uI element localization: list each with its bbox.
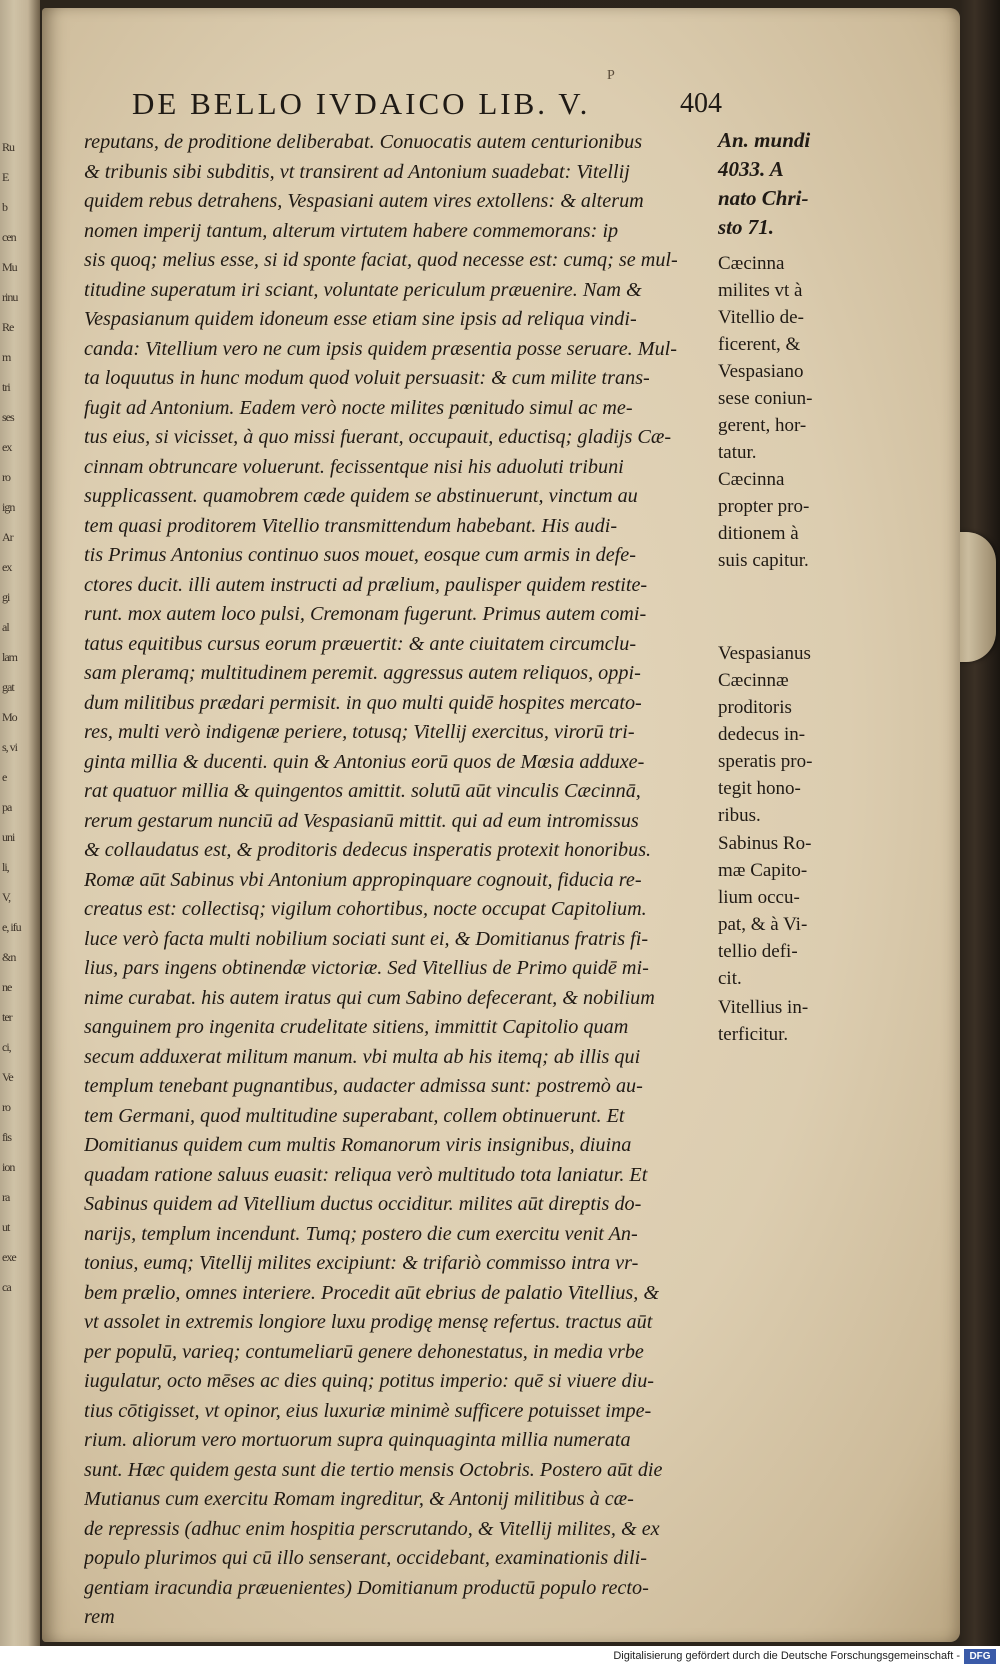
- margin-note-caecinna-captured: [718, 466, 809, 574]
- facing-page-fragment: exe: [2, 1250, 16, 1264]
- body-line: tem quasi proditorem Vitellio transmittendum habebant. His audi-: [84, 514, 618, 537]
- facing-page-fragment: ion: [2, 1160, 15, 1174]
- body-line: populo plurimos qui cū illo senserant, occidebant, examinationis dili-: [84, 1547, 647, 1569]
- facing-page-fragment: rinu: [2, 290, 18, 304]
- margin-note-line: proditoris: [718, 697, 792, 718]
- book-page: [42, 8, 960, 1642]
- body-line: de repressis (adhuc enim hospitia perscrutando, & Vitellij milites, & ex: [84, 1517, 660, 1540]
- body-line: lius, pars ingens obtinendæ victoriæ. Sed Vitellius de Primo quidē mi-: [84, 957, 649, 979]
- facing-page-fragment: ex: [2, 560, 12, 574]
- facing-page-fragment: ro: [2, 470, 10, 484]
- facing-page-fragment: ro: [2, 1100, 10, 1114]
- margin-note-line: milites vt à: [718, 280, 803, 301]
- body-line: Vespasianum quidem idoneum esse etiam sine ipsis ad reliqua vindi-: [84, 308, 637, 330]
- facing-page-fragment: &n: [2, 950, 16, 964]
- margin-note-line: An. mundi: [718, 128, 811, 152]
- footer-bar: [0, 1646, 1000, 1670]
- facing-page-fragment: e: [2, 770, 7, 784]
- facing-page-fragment: Mo: [2, 710, 17, 724]
- body-line: runt. mox autem loco pulsi, Cremonam fugerunt. Primus autem comi-: [84, 603, 647, 625]
- body-line: tius cōtigisset, vt opinor, eius luxuriæ minimè sufficere potuisset impe-: [84, 1399, 652, 1422]
- facing-page-fragment: E: [2, 170, 9, 184]
- body-line: iugulatur, octo mēses ac dies quinq; potitus imperio: quē si viuere diu-: [84, 1370, 655, 1392]
- margin-note-line: nato Chri-: [718, 186, 809, 210]
- body-line: nime curabat. his autem iratus qui cum Sabino defecerant, & nobilium: [84, 986, 655, 1009]
- margin-note-line: Vitellius in-: [718, 997, 809, 1018]
- facing-page-fragment: ex: [2, 440, 12, 454]
- margin-note-sabinus-capitol: [718, 830, 811, 992]
- facing-page-fragment: ter: [2, 1010, 12, 1024]
- running-title: DE BELLO IVDAICO LIB. V.: [132, 86, 591, 121]
- body-line: narijs, templum incendunt. Tumq; postero die cum exercitu venit An-: [84, 1222, 638, 1245]
- body-line: titudine superatum iri sciant, voluntate periculum præuenire. Nam &: [84, 278, 642, 301]
- margin-note-line: gerent, hor-: [718, 415, 807, 436]
- body-line: gentiam iracundia præuenientes) Domitianum productū populo recto-: [84, 1576, 649, 1599]
- body-line: Mutianus cum exercitu Romam ingreditur, & Antonij militibus à cæ-: [84, 1488, 634, 1510]
- body-line: nomen imperij tantum, alterum virtutem habere commemorans: ip: [84, 219, 619, 242]
- margin-note-line: terficitur.: [718, 1024, 789, 1045]
- facing-page-fragment: fis: [2, 1130, 11, 1144]
- body-line: sam pleramq; multitudinem peremit. aggressus autem reliquos, oppi-: [84, 662, 641, 684]
- body-line: Sabinus quidem ad Vitellium ductus occiditur. milites aūt direptis do-: [84, 1193, 642, 1215]
- margin-note-line: Cæcinna: [718, 253, 785, 274]
- facing-page-fragment: li,: [2, 860, 9, 874]
- facing-page-fragment: ci,: [2, 1040, 11, 1054]
- body-line: tem Germani, quod multitudine superabant, collem obtinuerunt. Et: [84, 1104, 625, 1127]
- facing-page-fragment: ut: [2, 1220, 10, 1234]
- margin-note-line: Vespasianus: [718, 643, 811, 664]
- margin-note-line: 4033. A: [718, 157, 784, 181]
- body-line: ginta millia & ducenti. quin & Antonius eorū quos de Mœsia adduxe-: [84, 750, 645, 773]
- body-line: sanguinem pro ingenita crudelitate sitiens, immittit Capitolio quam: [84, 1016, 629, 1038]
- body-line: tonius, eumq; Vitellij milites excipiunt: & trifariò commisso intra vr-: [84, 1252, 639, 1274]
- body-line: & tribunis sibi subditis, vt transirent ad Antonium suadebat: Vitellij: [84, 160, 630, 183]
- facing-page-fragment: ne: [2, 980, 12, 994]
- margin-note-line: Cæcinnæ: [718, 670, 789, 691]
- body-line: rem: [84, 1606, 115, 1628]
- margin-note-line: ditionem à: [718, 523, 799, 544]
- facing-page-fragment: ign: [2, 500, 15, 514]
- facing-page-fragment: Mu: [2, 260, 17, 274]
- facing-page-fragment: lam: [2, 650, 17, 664]
- facing-page-fragment: Ru: [2, 140, 15, 154]
- body-line: tus eius, si vicisset, à quo missi fuerant, occupauit, eductisq; gladijs Cæ-: [84, 426, 672, 448]
- facing-page-fragment: m: [2, 350, 11, 364]
- body-line: reputans, de proditione deliberabat. Conuocatis autem centurionibus: [84, 131, 643, 153]
- body-line: dum militibus prædari permisit. in quo multi quidē hospites mercato-: [84, 691, 642, 714]
- facing-page-fragment: gi: [2, 590, 10, 604]
- facing-page-fragment: ses: [2, 410, 14, 424]
- body-line: res, multi verò indigenæ periere, totusq; Vitellij exercitus, virorū tri-: [84, 721, 635, 743]
- facing-page-fragment: b: [2, 200, 7, 214]
- facing-page-fragment: Ve: [2, 1070, 13, 1084]
- margin-note-line: dedecus in-: [718, 724, 806, 745]
- body-line: tatus equitibus cursus eorum præuertit: & ante ciuitatem circumclu-: [84, 632, 637, 655]
- margin-note-vitellius-killed: [718, 994, 808, 1048]
- facing-page-fragment: cen: [2, 230, 16, 244]
- margin-note-line: lium occu-: [718, 887, 800, 908]
- margin-note-line: tellio defi-: [718, 941, 798, 962]
- body-line: quadam ratione saluus euasit: reliqua verò multitudo tota laniatur. Et: [84, 1163, 648, 1186]
- margin-note-line: suis capitur.: [718, 550, 809, 571]
- margin-note-line: propter pro-: [718, 496, 810, 517]
- facing-page-fragment: gat: [2, 680, 14, 694]
- body-line: & collaudatus est, & proditoris dedecus insperatis protexit honoribus.: [84, 839, 652, 861]
- body-line: Domitianus quidem cum multis Romanorum viris insignibus, diuina: [84, 1134, 632, 1156]
- body-line: vt assolet in extremis longiore luxu prodigę mensę refertus. tractus aūt: [84, 1311, 653, 1333]
- signature-mark: P: [607, 68, 615, 83]
- facing-page-edge: [0, 0, 40, 1646]
- margin-note-line: sto 71.: [718, 215, 775, 239]
- page-number: 404: [680, 88, 722, 119]
- body-line: rat quatuor millia & quingentos amittit. solutū aūt vinculis Cæcinnā,: [84, 780, 641, 802]
- facing-page-fragment: al: [2, 620, 9, 634]
- dfg-logo: DFG: [964, 1649, 996, 1664]
- body-line: canda: Vitellium vero ne cum ipsis quidem præsentia posse seruare. Mul-: [84, 337, 678, 360]
- body-line: quidem rebus detrahens, Vespasiani autem vires extollens: & alterum: [84, 190, 644, 212]
- facing-page-fragment: uni: [2, 830, 15, 844]
- body-text: [84, 128, 724, 1633]
- body-line: cinnam obtruncare voluerunt. fecissentque nisi his aduoluti tribuni: [84, 455, 624, 478]
- margin-note-line: sese coniun-: [718, 388, 813, 409]
- body-line: fugit ad Antonium. Eadem verò nocte milites pœnitudo simul ac me-: [84, 396, 633, 419]
- facing-page-fragment: e, ifu: [2, 920, 21, 934]
- body-line: ctores ducit. illi autem instructi ad prælium, paulisper quidem restite-: [84, 573, 648, 596]
- body-line: luce verò facta multi nobilium sociati sunt ei, & Domitianus fratris fi-: [84, 927, 649, 950]
- margin-note-line: Sabinus Ro-: [718, 833, 812, 854]
- margin-note-line: tatur.: [718, 442, 757, 463]
- margin-note-line: Vespasiano: [718, 361, 804, 382]
- margin-note-line: speratis pro-: [718, 751, 813, 772]
- margin-note-vespasian-protects: [718, 640, 812, 829]
- facing-page-fragment: pa: [2, 800, 12, 814]
- facing-page-fragment: ra: [2, 1190, 10, 1204]
- facing-page-fragment: Re: [2, 320, 14, 334]
- margin-note-line: ficerent, &: [718, 334, 801, 355]
- margin-note-year: [718, 126, 810, 242]
- body-line: rium. aliorum vero mortuorum supra quinquaginta millia numerata: [84, 1429, 631, 1451]
- body-line: tis Primus Antonius continuo suos mouet, eosque cum armis in defe-: [84, 544, 636, 566]
- facing-page-fragment: ca: [2, 1280, 11, 1294]
- facing-page-fragment: Ar: [2, 530, 13, 544]
- body-line: ta loquutus in hunc modum quod voluit persuasit: & cum milite trans-: [84, 367, 650, 389]
- facing-page-fragment: s, vi: [2, 740, 18, 754]
- margin-note-line: Vitellio de-: [718, 307, 804, 328]
- facing-page-fragment: V,: [2, 890, 11, 904]
- body-line: Romæ aūt Sabinus vbi Antonium appropinquare cognouit, fiducia re-: [84, 868, 642, 891]
- body-line: creatus est: collectisq; vigilum cohortibus, nocte occupat Capitolium.: [84, 898, 647, 920]
- body-line: supplicassent. quamobrem cæde quidem se abstinuerunt, vinctum au: [84, 485, 638, 507]
- margin-note-line: Cæcinna: [718, 469, 785, 490]
- margin-note-line: mæ Capito-: [718, 860, 808, 881]
- margin-note-line: cit.: [718, 968, 742, 989]
- body-line: sis quoq; melius esse, si id sponte faciat, quod necesse est: cumq; se mul-: [84, 249, 678, 271]
- margin-note-line: ribus.: [718, 805, 761, 826]
- body-line: rerum gestarum nunciū ad Vespasianū mittit. qui ad eum intromissus: [84, 809, 639, 832]
- body-line: bem prælio, omnes interiere. Procedit aūt ebrius de palatio Vitellius, &: [84, 1281, 660, 1304]
- digitization-credit: Digitalisierung gefördert durch die Deutsche Forschungsgemeinschaft -: [613, 1650, 960, 1662]
- body-line: per populū, varieq; contumeliarū genere dehonestatus, in media vrbe: [84, 1340, 644, 1363]
- body-line: sunt. Hæc quidem gesta sunt die tertio mensis Octobris. Postero aūt die: [84, 1458, 663, 1481]
- facing-page-fragment: tri: [2, 380, 10, 394]
- margin-note-caecinna-urges: [718, 250, 812, 466]
- body-line: secum adduxerat militum manum. vbi multa ab his itemq; ab illis qui: [84, 1045, 641, 1068]
- margin-note-line: pat, & à Vi-: [718, 914, 808, 935]
- body-line: templum tenebant pugnantibus, audacter admissa sunt: postremò au-: [84, 1075, 643, 1097]
- margin-note-line: tegit hono-: [718, 778, 801, 799]
